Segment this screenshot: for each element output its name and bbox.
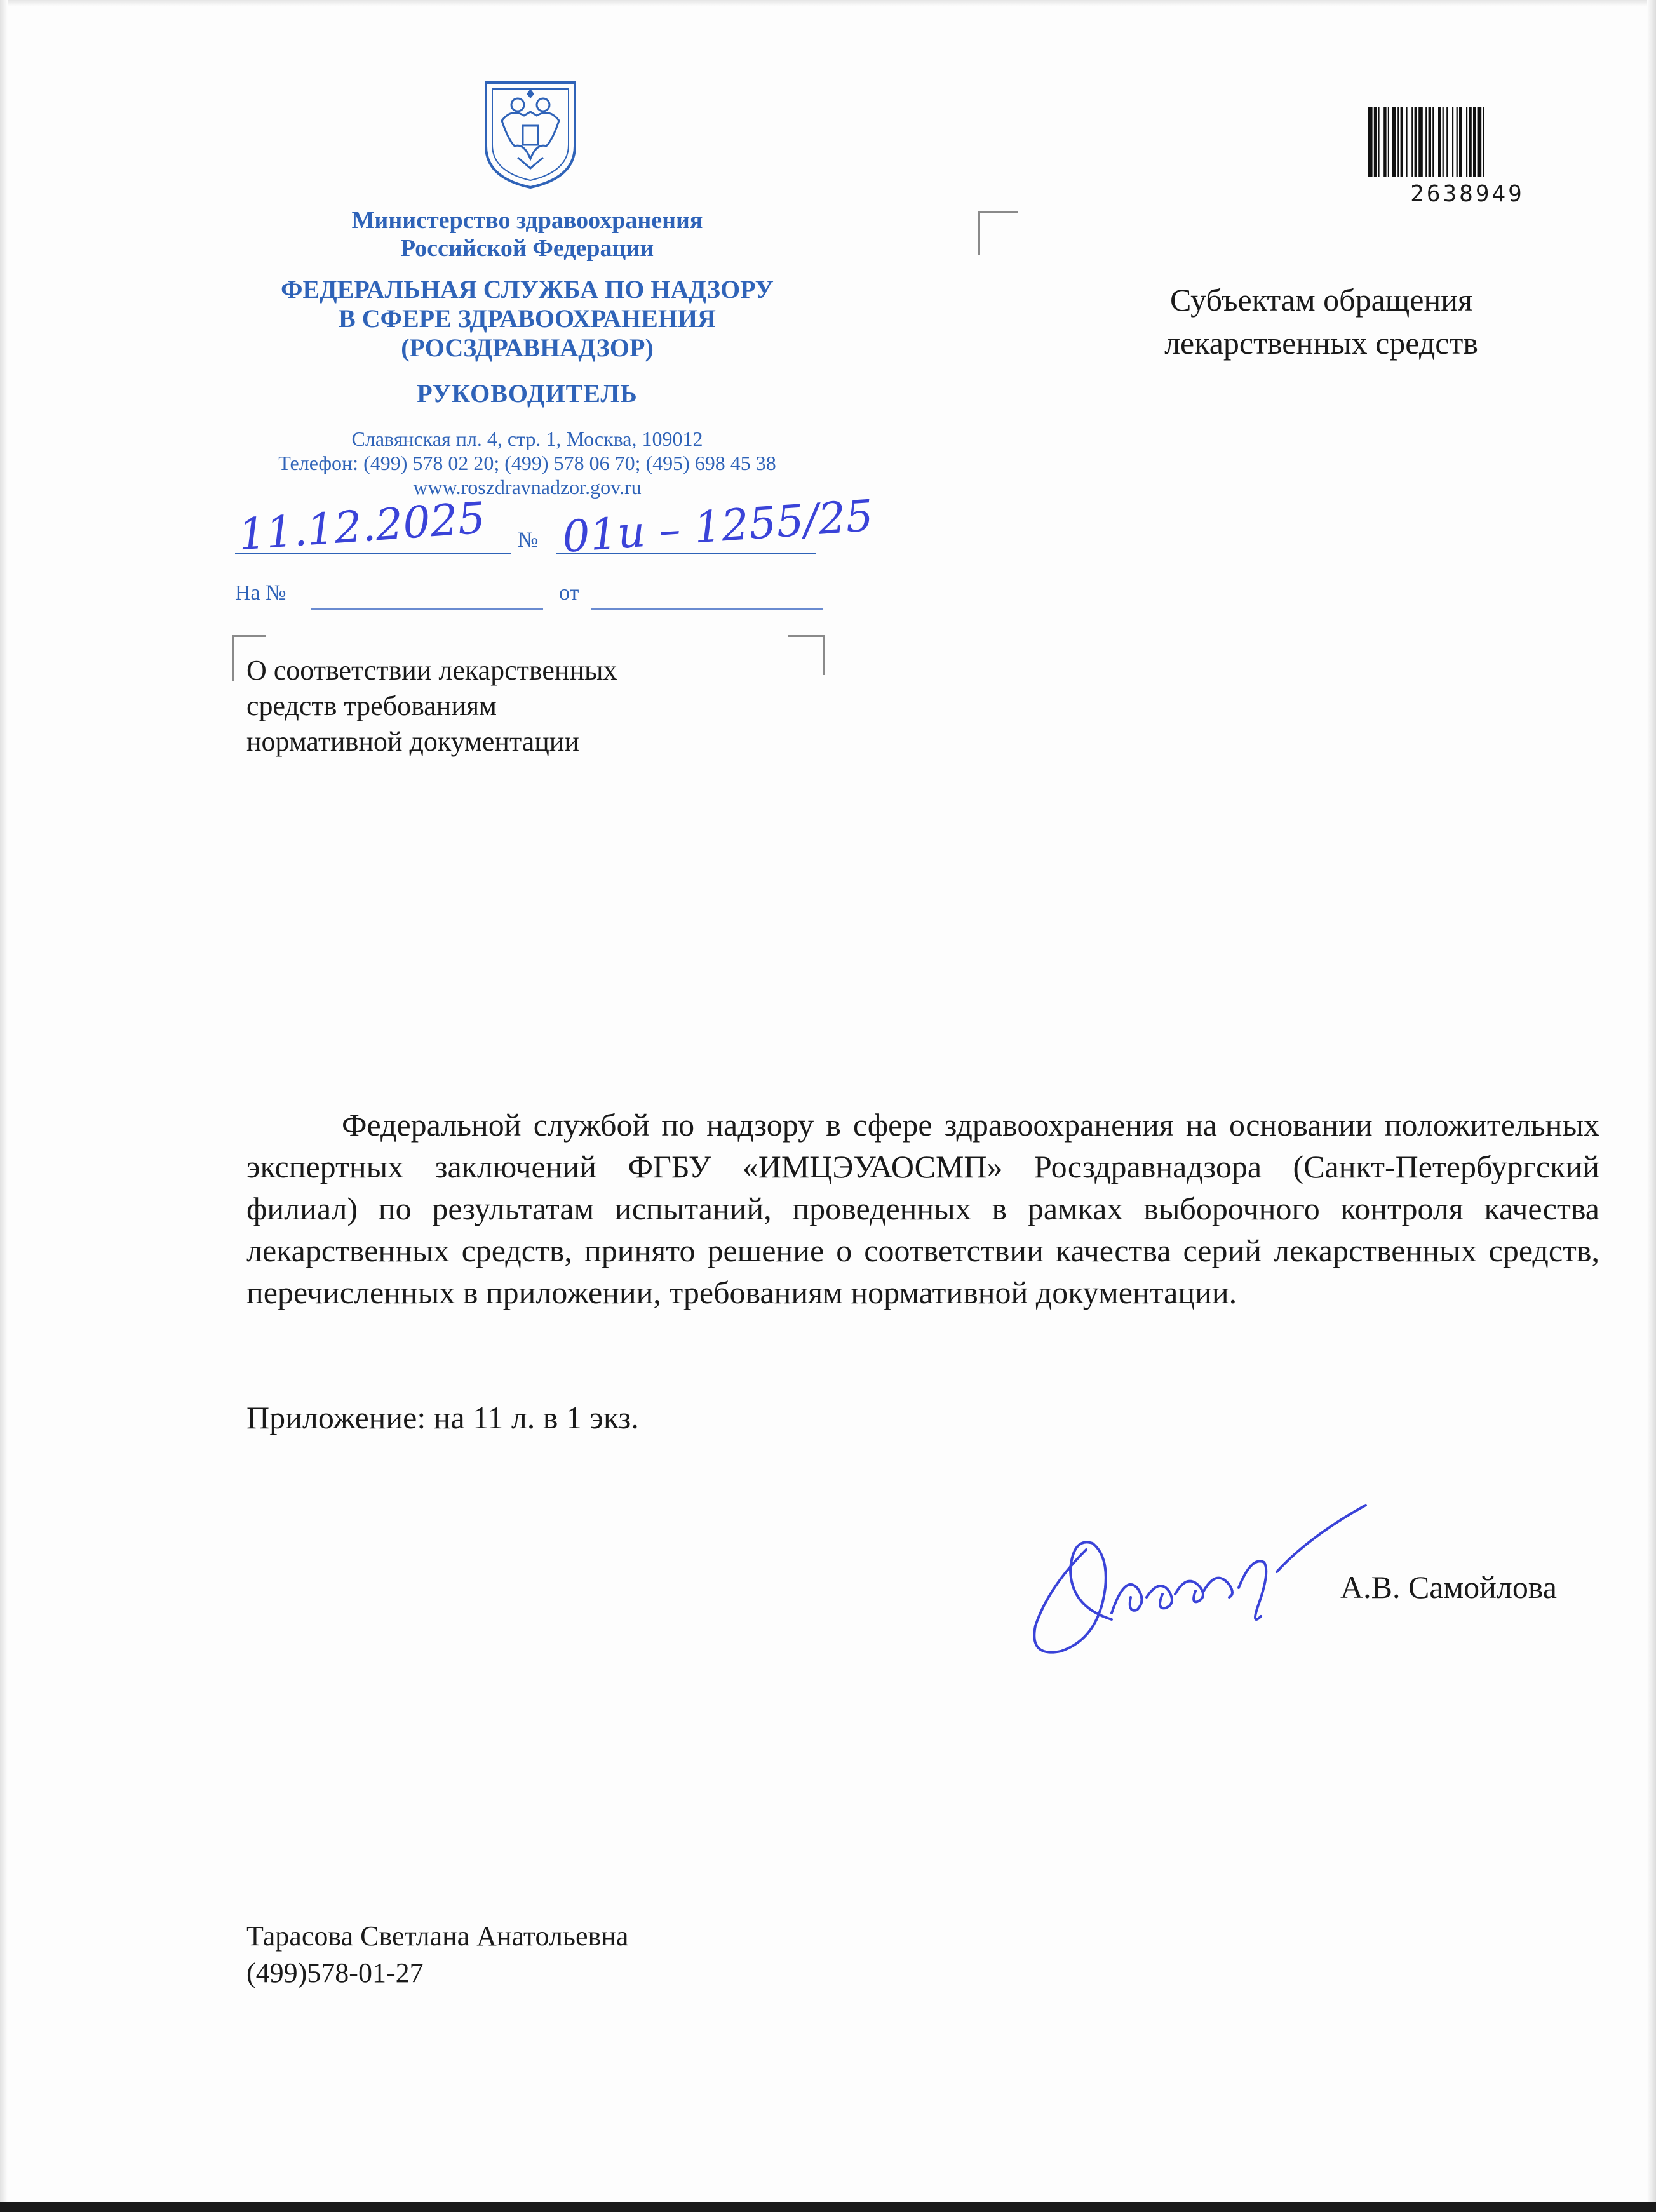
- attachment-note: Приложение: на 11 л. в 1 экз.: [246, 1400, 639, 1435]
- barcode-bar: [1401, 107, 1403, 177]
- barcode-bar: [1443, 107, 1444, 177]
- reply-to-label: На №: [235, 581, 286, 605]
- service-name: [216, 275, 838, 363]
- barcode-bar: [1429, 107, 1431, 177]
- signer-name: А.В. Самойлова: [1340, 1569, 1557, 1605]
- reply-date-underline: [591, 608, 823, 610]
- barcode-bar: [1388, 107, 1389, 177]
- scan-edge-bottom: [0, 2202, 1656, 2212]
- barcode-bar: [1411, 107, 1413, 177]
- barcode-bar: [1459, 107, 1462, 177]
- website-line: www.roszdravnadzor.gov.ru: [413, 476, 642, 499]
- barcode-bar: [1368, 107, 1373, 177]
- barcode-bar: [1425, 107, 1427, 177]
- ministry-line-1: Министерство здравоохранения: [351, 207, 703, 234]
- scan-edge-left: [0, 0, 8, 2212]
- barcode-bar: [1378, 107, 1379, 177]
- barcode-bar: [1469, 107, 1471, 177]
- barcode-bar: [1432, 107, 1434, 177]
- reply-number-underline: [311, 608, 543, 610]
- barcode-bar: [1478, 107, 1482, 177]
- reply-reference: [235, 581, 286, 605]
- barcode-bar: [1473, 107, 1476, 177]
- barcode-number: 2638949: [1410, 181, 1525, 207]
- scan-edge-top: [0, 0, 1656, 6]
- barcode-bar: [1457, 107, 1458, 177]
- letter-body: [246, 1104, 1599, 1313]
- barcode-bar: [1397, 107, 1399, 177]
- coat-of-arms-emblem-icon: [473, 76, 588, 191]
- recipient-line-1: Субъектам обращения: [1170, 282, 1472, 318]
- barcode-bar: [1483, 107, 1484, 177]
- scan-edge-right: [1647, 0, 1656, 2212]
- service-line-3: (РОСЗДРАВНАДЗОР): [401, 333, 654, 362]
- executor-phone: (499)578-01-27: [246, 1957, 424, 1988]
- barcode-bar: [1438, 107, 1441, 177]
- recipient-corner-mark: [978, 211, 1018, 255]
- subject-line-1: О соответствии лекарственных: [246, 655, 617, 686]
- barcode-bar: [1466, 107, 1467, 177]
- letter-subject: [246, 653, 617, 760]
- from-label: от: [559, 581, 579, 605]
- ministry-name: [216, 206, 838, 262]
- subject-corner-mark-right: [788, 635, 825, 675]
- executor-contact: [246, 1918, 628, 1992]
- registration-date: 11.12.2025: [236, 493, 487, 561]
- address-line: Славянская пл. 4, стр. 1, Москва, 109012: [351, 427, 703, 450]
- recipient-line-2: лекарственных средств: [1164, 325, 1478, 361]
- barcode-bar: [1374, 107, 1377, 177]
- barcode-bar: [1406, 107, 1407, 177]
- subject-line-3: нормативной документации: [246, 726, 579, 757]
- phones-line: Телефон: (499) 578 02 20; (499) 578 06 70; (495) 698 45 38: [278, 452, 776, 474]
- service-line-2: В СФЕРЕ ЗДРАВООХРАНЕНИЯ: [339, 304, 716, 333]
- executor-name: Тарасова Светлана Анатольевна: [246, 1920, 629, 1952]
- barcode-bar: [1392, 107, 1396, 177]
- barcode-bar: [1383, 107, 1386, 177]
- body-paragraph: Федеральной службой по надзору в сфере здравоохранения на основании положительных экспертных заключений ФГБУ «ИМЦЭУАОСМП» Росздравнадзора (Санкт-Петербургский филиал) по результатам испытаний, проведенных в рамках выборочного контроля качества лекарственных средств, принято решение о соответствии качества серий лекарственных средств, перечисленных в приложении, требованиям нормативной документации.: [246, 1107, 1599, 1310]
- ministry-line-2: Российской Федерации: [400, 235, 654, 262]
- letterhead-contacts: [216, 427, 838, 499]
- subject-line-2: средств требованиям: [246, 690, 497, 721]
- position-title: РУКОВОДИТЕЛЬ: [417, 379, 638, 408]
- barcode-bar: [1415, 107, 1417, 177]
- number-sign: №: [518, 528, 539, 552]
- barcode-bar: [1418, 107, 1423, 177]
- barcode: [1366, 107, 1569, 186]
- recipient-block: [1080, 278, 1563, 365]
- service-line-1: ФЕДЕРАЛЬНАЯ СЛУЖБА ПО НАДЗОРУ: [281, 275, 774, 304]
- barcode-bar: [1446, 107, 1448, 177]
- barcode-bar: [1452, 107, 1453, 177]
- registration-number: 01и – 1255/25: [560, 491, 875, 563]
